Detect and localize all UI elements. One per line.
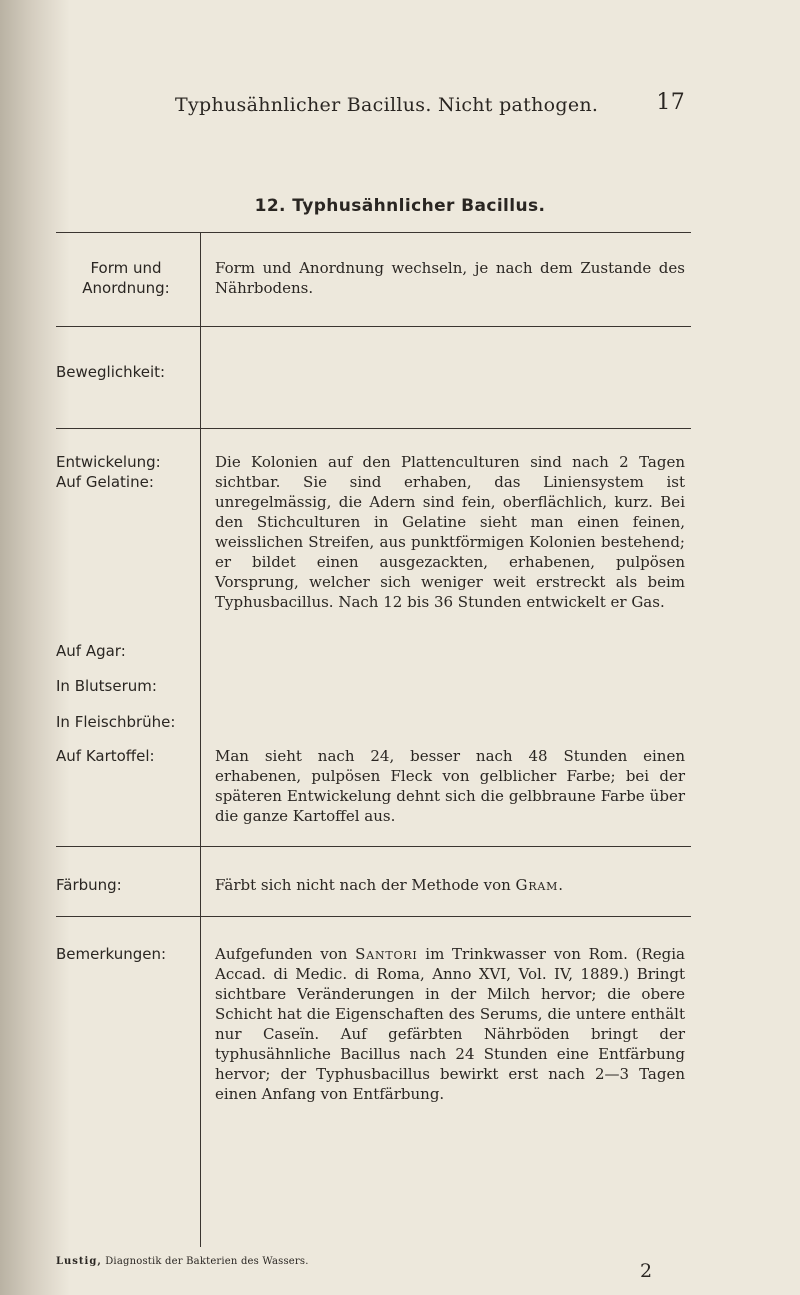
text-form: Form und Anordnung wechseln, je nach dem Zustande des Nährbodens. [215, 259, 685, 297]
text-remarks [215, 944, 685, 1104]
text-potato: Man sieht nach 24, besser nach 48 Stunden einen erhabenen, pulpösen Fleck von gelblicher Farbe; bei der späteren Entwickelung dehnt sich die gelbbraune Farbe über die ganze Kartoffel aus. [215, 747, 685, 825]
author-name-santori: Santori [355, 945, 418, 963]
author-name-gram: Gram. [515, 876, 564, 894]
label-agar: Auf Agar: [56, 642, 126, 660]
row-rule-form [56, 326, 691, 327]
footer-book-title: Diagnostik der Bakterien des Wassers. [105, 1256, 309, 1267]
row-rule-development [56, 846, 691, 847]
label-blood-serum: In Blutserum: [56, 677, 157, 695]
running-title: Typhusähnlicher Bacillus. Nicht pathogen. [175, 94, 599, 116]
column-divider [200, 232, 201, 1247]
footer-author: Lustig, [56, 1256, 102, 1267]
table-top-rule [56, 232, 691, 233]
label-development: Entwickelung: [56, 453, 161, 471]
label-staining: Färbung: [56, 876, 122, 894]
label-potato: Auf Kartoffel: [56, 747, 155, 765]
row-rule-motility [56, 428, 691, 429]
text-gelatine: Die Kolonien auf den Plattenculturen sind nach 2 Tagen sichtbar. Sie sind erhaben, das Liniensystem ist unregelmässig, die Adern sind fein, oberflächlich, kurz. Bei den Stichculturen in Gelatine sieht man einen feinen, weisslichen Streifen, aus punktförmigen Kolonien bestehend; er bildet einen ausgezackten, erhabenen, pulpösen Vorsprung, welcher sich weniger weit erstreckt als beim Typhusbacillus. Nach 12 bis 36 Stunden entwickelt er Gas. [215, 453, 685, 611]
staining-text: Färbt sich nicht nach der Methode von [215, 876, 511, 894]
remarks-prefix: Aufgefunden von [215, 945, 348, 963]
page-number: 17 [656, 90, 685, 115]
label-meat-broth: In Fleischbrühe: [56, 713, 176, 731]
label-gelatine: Auf Gelatine: [56, 473, 154, 491]
section-title: 12. Typhusähnlicher Bacillus. [254, 196, 546, 216]
row-rule-staining [56, 916, 691, 917]
signature-mark: 2 [640, 1260, 653, 1282]
page-footer [56, 1256, 476, 1267]
label-remarks: Bemerkungen: [56, 945, 167, 963]
label-form: Form und Anordnung: [82, 259, 170, 297]
text-staining [215, 875, 685, 895]
label-motility: Beweglichkeit: [56, 363, 166, 381]
remarks-body: im Trinkwasser von Rom. (Regia Accad. di Medic. di Roma, Anno XVI, Vol. IV, 1889.) Bringt sichtbare Veränderungen in der Milch hervor; die obere Schicht hat die Eigenschaften des Serums, die untere enthält nur Caseïn. Auf gefärbten Nährböden bringt der typhusähnliche Bacillus nach 24 Stunden eine Entfärbung hervor; der Typhusbacillus bewirkt erst nach 2—3 Tagen einen Anfang von Entfärbung. [215, 945, 685, 1103]
